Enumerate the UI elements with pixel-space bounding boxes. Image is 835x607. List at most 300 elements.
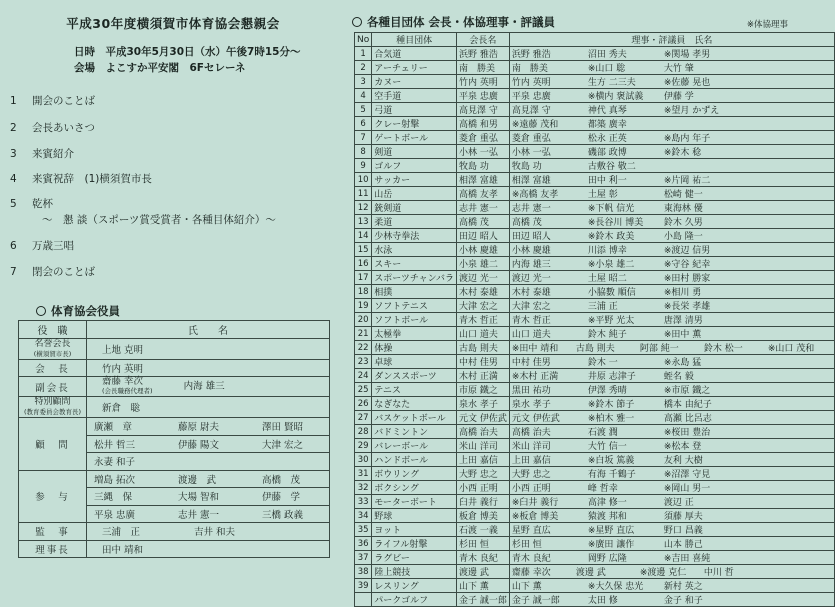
circle-bullet-icon xyxy=(352,17,362,27)
member-name: ※星野 直広 xyxy=(587,526,635,536)
association-president: 大野 忠之 xyxy=(457,467,510,481)
member-name: 杉田 恒 xyxy=(511,540,542,550)
member-name: 神代 真琴 xyxy=(587,106,627,116)
association-president: 板倉 博美 xyxy=(457,509,510,523)
association-president: 小林 一弘 xyxy=(457,145,510,159)
association-president: 古島 則夫 xyxy=(457,341,510,355)
table-header-row xyxy=(19,321,330,339)
role-sub: (横須賀市長) xyxy=(33,349,72,358)
officer-name: 松井 哲三 xyxy=(94,439,136,451)
program-text: 会長あいさつ xyxy=(32,122,95,134)
table-row xyxy=(19,359,330,377)
member-name: ※小泉 雄二 xyxy=(587,260,635,270)
member-name: 生方 二三夫 xyxy=(587,78,636,88)
association-president: 牧島 功 xyxy=(457,159,510,173)
table-row xyxy=(19,418,330,436)
associations-heading xyxy=(352,14,555,30)
member-name: ※鈴木 稔 xyxy=(663,148,702,158)
table-row xyxy=(355,173,835,187)
table-row xyxy=(355,425,835,439)
table-row xyxy=(355,285,835,299)
member-name: 青木 哲正 xyxy=(511,316,551,326)
officer-name: 上地 克明 xyxy=(102,344,144,356)
association-org: なぎなた xyxy=(372,397,457,411)
officer-names xyxy=(87,453,330,471)
member-name: ※田中 薫 xyxy=(663,330,702,340)
table-row xyxy=(355,369,835,383)
table-row xyxy=(355,453,835,467)
col-members: 理事・評議員 氏名 xyxy=(509,33,834,47)
association-president: 木村 正満 xyxy=(457,369,510,383)
member-name: 大竹 肇 xyxy=(663,64,694,74)
member-name: 高瀬 比呂志 xyxy=(663,414,712,424)
association-president: 金子 誠一郎 xyxy=(457,593,510,607)
association-no: 11 xyxy=(355,187,372,201)
member-name: ※柏木 雅一 xyxy=(587,414,635,424)
officer-name: 田中 靖和 xyxy=(102,544,144,556)
association-president: 志井 憲一 xyxy=(457,201,510,215)
association-members xyxy=(509,467,834,481)
member-name: 阿部 純一 xyxy=(639,344,679,354)
table-row xyxy=(355,579,835,593)
association-president: 高橋 治夫 xyxy=(457,425,510,439)
member-name: 磯部 政博 xyxy=(587,148,627,158)
association-president: 石渡 一義 xyxy=(457,523,510,537)
association-org: ハンドボール xyxy=(372,453,457,467)
association-members xyxy=(509,103,834,117)
association-president: 小泉 雄二 xyxy=(457,257,510,271)
association-members xyxy=(509,481,834,495)
venue-label: 会場 xyxy=(74,62,95,74)
association-members xyxy=(509,173,834,187)
association-president: 小林 慶雄 xyxy=(457,243,510,257)
officer-name: 大場 智和 xyxy=(178,492,220,504)
program-item xyxy=(10,264,95,279)
program-sub: ～ 懇 談（スポーツ賞受賞者・各種目体紹介）～ xyxy=(42,214,276,226)
association-president: 杉田 恒 xyxy=(457,537,510,551)
table-row xyxy=(19,397,330,418)
member-name: 南 勝美 xyxy=(511,64,548,74)
association-no: 19 xyxy=(355,299,372,313)
association-org: ソフトテニス xyxy=(372,299,457,313)
member-name: 小西 正明 xyxy=(511,484,551,494)
association-members xyxy=(509,523,834,537)
member-name: ※廣田 讓作 xyxy=(587,540,635,550)
officer-name: 澤田 賢昭 xyxy=(262,422,304,434)
table-row xyxy=(355,495,835,509)
association-org: サッカー xyxy=(372,173,457,187)
event-title: 平成30年度横須賀市体育協会懇親会 xyxy=(66,16,280,31)
association-no: 25 xyxy=(355,383,372,397)
officer-role xyxy=(19,397,87,418)
program-text: 来賓紹介 xyxy=(32,148,74,160)
association-members xyxy=(509,257,834,271)
officer-name: 渡邊 武 xyxy=(178,474,217,486)
association-president: 木村 泰雄 xyxy=(457,285,510,299)
table-row xyxy=(355,593,835,607)
association-no: 8 xyxy=(355,145,372,159)
officer-name: 竹内 英明 xyxy=(102,363,144,375)
member-name: 木村 泰雄 xyxy=(511,288,551,298)
association-org: 合気道 xyxy=(372,47,457,61)
association-president: 市原 鐵之 xyxy=(457,383,510,397)
right-column xyxy=(346,0,815,606)
member-name: 井原 志津子 xyxy=(587,372,636,382)
association-members xyxy=(509,425,834,439)
association-org: ラグビー xyxy=(372,551,457,565)
member-name: 峰 哲幸 xyxy=(587,484,618,494)
association-members xyxy=(509,299,834,313)
association-members xyxy=(509,131,834,145)
association-president: 中村 佳男 xyxy=(457,355,510,369)
association-members xyxy=(509,411,834,425)
member-name: 牧島 功 xyxy=(511,162,542,172)
association-org: ソフトボール xyxy=(372,313,457,327)
association-no: 15 xyxy=(355,243,372,257)
officer-name: 高橋 茂 xyxy=(262,474,301,486)
member-name: 太田 修 xyxy=(587,596,618,606)
association-president: 渡邊 武 xyxy=(457,565,510,579)
member-name: ※長栄 孝雄 xyxy=(663,302,711,312)
association-no: 7 xyxy=(355,131,372,145)
member-name: 土屋 昭二 xyxy=(587,274,627,284)
association-members xyxy=(509,341,834,355)
member-name: 米山 洋司 xyxy=(511,442,551,452)
association-no: 38 xyxy=(355,565,372,579)
association-no: 35 xyxy=(355,523,372,537)
member-name: 青木 良紀 xyxy=(511,554,551,564)
member-name: 野口 昌義 xyxy=(663,526,703,536)
member-name: 橋本 由紀子 xyxy=(663,400,712,410)
association-president: 青木 哲正 xyxy=(457,313,510,327)
association-org: 山岳 xyxy=(372,187,457,201)
table-row xyxy=(355,243,835,257)
member-name: 山口 道夫 xyxy=(511,330,551,340)
table-row xyxy=(355,383,835,397)
member-name: 鈴木 純子 xyxy=(587,330,627,340)
program-text: 閉会のことば xyxy=(32,266,95,278)
officer-names xyxy=(87,397,330,418)
officer-role: 会 長 xyxy=(19,359,87,377)
member-name: 石渡 潤 xyxy=(587,428,618,438)
member-name: ※相川 勇 xyxy=(663,288,702,298)
event-venue xyxy=(74,60,245,75)
association-no: 16 xyxy=(355,257,372,271)
director-note: ※体協理事 xyxy=(746,20,788,30)
associations-table xyxy=(354,32,835,607)
association-president: 田辺 昭人 xyxy=(457,229,510,243)
member-name: 平泉 忠廣 xyxy=(511,92,551,102)
member-name: ※鈴木 政美 xyxy=(587,232,635,242)
association-president: 高橋 友孝 xyxy=(457,187,510,201)
officer-names xyxy=(87,488,330,506)
member-name: ※田中 靖和 xyxy=(511,344,559,354)
table-row xyxy=(355,327,835,341)
association-members xyxy=(509,145,834,159)
role-sub: (教育委員会教育長) xyxy=(23,408,82,416)
table-row xyxy=(355,271,835,285)
member-name: 大竹 信一 xyxy=(587,442,627,452)
association-org: 太極拳 xyxy=(372,327,457,341)
member-name: 高見澤 守 xyxy=(511,106,551,116)
table-row xyxy=(19,523,330,541)
association-members xyxy=(509,229,834,243)
member-name: 竹内 英明 xyxy=(511,78,551,88)
left-column xyxy=(0,0,346,567)
member-name: ※永島 猛 xyxy=(663,358,702,368)
officer-names xyxy=(87,338,330,359)
program-num: 6 xyxy=(10,240,17,252)
association-org: 剣道 xyxy=(372,145,457,159)
member-name: 相澤 富雄 xyxy=(511,176,551,186)
officer-name: 三縄 保 xyxy=(94,492,133,504)
member-name: ※渡邊 克仁 xyxy=(639,568,687,578)
member-name: ※渡辺 信男 xyxy=(663,246,711,256)
officer-role: 副会長 xyxy=(19,377,87,397)
member-name: 沼田 秀夫 xyxy=(587,50,627,60)
association-no: 26 xyxy=(355,397,372,411)
event-date xyxy=(74,44,300,59)
member-name: 高橋 治夫 xyxy=(511,428,551,438)
association-org: 少林寺拳法 xyxy=(372,229,457,243)
member-name: 金子 誠一郎 xyxy=(511,596,560,606)
officer-note: (会長職務代理者) xyxy=(102,387,153,395)
association-org: 柔道 xyxy=(372,215,457,229)
association-no: 22 xyxy=(355,341,372,355)
association-org: 空手道 xyxy=(372,89,457,103)
member-name: 黒田 祐功 xyxy=(511,386,551,396)
association-president: 元文 伊佐武 xyxy=(457,411,510,425)
association-org: パークゴルフ xyxy=(372,593,457,607)
association-president: 浜野 雅浩 xyxy=(457,47,510,61)
member-name: 須藤 厚夫 xyxy=(663,512,703,522)
association-members xyxy=(509,537,834,551)
member-name: ※板倉 博美 xyxy=(511,512,559,522)
officer-names xyxy=(87,523,330,541)
association-no: 2 xyxy=(355,61,372,75)
member-name: 上田 嘉信 xyxy=(511,456,551,466)
table-row xyxy=(355,355,835,369)
member-name: 中川 哲 xyxy=(703,568,734,578)
association-members xyxy=(509,453,834,467)
association-org: 銃剣道 xyxy=(372,201,457,215)
association-no: 28 xyxy=(355,425,372,439)
member-name: 三浦 正 xyxy=(587,302,618,312)
member-name: ※桜田 豊治 xyxy=(663,428,711,438)
member-name: 伊澤 秀晴 xyxy=(587,386,627,396)
association-president: 高橋 和男 xyxy=(457,117,510,131)
association-president: 相澤 富雄 xyxy=(457,173,510,187)
association-president: 高見澤 守 xyxy=(457,103,510,117)
member-name: 鈴木 久男 xyxy=(663,218,703,228)
table-row xyxy=(355,523,835,537)
member-name: ※吉田 喜純 xyxy=(663,554,711,564)
table-row xyxy=(355,61,835,75)
association-no: 36 xyxy=(355,537,372,551)
officer-name-group xyxy=(102,377,153,396)
officer-names xyxy=(87,377,330,397)
role-text: 名誉会長 xyxy=(34,338,71,349)
association-org: バスケットボール xyxy=(372,411,457,425)
table-row xyxy=(355,145,835,159)
officer-name: 三浦 正 xyxy=(102,527,141,539)
role-text: 特別顧問 xyxy=(34,397,71,407)
member-name: 伊藤 学 xyxy=(663,92,694,102)
member-name: 小島 隆一 xyxy=(663,232,703,242)
association-members xyxy=(509,579,834,593)
col-pres: 会長名 xyxy=(457,33,510,47)
member-name: 小林 一弘 xyxy=(511,148,551,158)
member-name: 大津 宏之 xyxy=(511,302,551,312)
member-name: 鈴木 松一 xyxy=(703,344,743,354)
member-name: 松永 正英 xyxy=(587,134,627,144)
officer-names xyxy=(87,359,330,377)
member-name: 内海 雄三 xyxy=(511,260,551,270)
association-president: 南 勝美 xyxy=(457,61,510,75)
member-name: 志井 憲一 xyxy=(511,204,551,214)
association-no: 34 xyxy=(355,509,372,523)
association-president: 大津 宏之 xyxy=(457,299,510,313)
member-name: ※岡山 男一 xyxy=(663,484,711,494)
association-no: 32 xyxy=(355,481,372,495)
association-members xyxy=(509,243,834,257)
table-row xyxy=(355,131,835,145)
association-no: 17 xyxy=(355,271,372,285)
member-name: ※望月 かずえ xyxy=(663,106,720,116)
association-president: 青木 良紀 xyxy=(457,551,510,565)
association-president: 菱倉 重弘 xyxy=(457,131,510,145)
member-name: ※横内 褒試義 xyxy=(587,92,644,102)
member-name: 川添 博幸 xyxy=(587,246,627,256)
associations-heading-text: 各種目団体 会長・体協理事・評議員 xyxy=(367,15,556,29)
table-row xyxy=(355,159,835,173)
table-row xyxy=(355,565,835,579)
association-members xyxy=(509,313,834,327)
association-members xyxy=(509,383,834,397)
member-name: ※田村 勝家 xyxy=(663,274,711,284)
member-name: ※臼井 義行 xyxy=(511,498,559,508)
association-no: 14 xyxy=(355,229,372,243)
program-item xyxy=(10,196,53,211)
officer-name: 内海 雄三 xyxy=(183,381,225,392)
officers-table xyxy=(18,320,330,558)
member-name: 渡邊 武 xyxy=(575,568,606,578)
association-president: 平泉 忠廣 xyxy=(457,89,510,103)
association-no: 10 xyxy=(355,173,372,187)
officer-name: 増島 拓次 xyxy=(94,474,136,486)
program-text: 乾杯 xyxy=(32,198,53,210)
member-name: 友利 大樹 xyxy=(663,456,703,466)
program-num: 2 xyxy=(10,122,17,134)
program-num: 5 xyxy=(10,198,17,210)
col-names: 氏 名 xyxy=(87,321,330,339)
officer-role: 顧 問 xyxy=(19,418,87,471)
member-name: 泉水 孝子 xyxy=(511,400,551,410)
program-text: 来賓祝辞 (1)横須賀市長 xyxy=(32,173,152,185)
association-members xyxy=(509,201,834,215)
table-row xyxy=(355,229,835,243)
association-no: 6 xyxy=(355,117,372,131)
association-no: 27 xyxy=(355,411,372,425)
table-row xyxy=(19,377,330,397)
member-name: 山下 薫 xyxy=(511,582,542,592)
member-name: 古島 則夫 xyxy=(575,344,615,354)
member-name: 菱倉 重弘 xyxy=(511,134,551,144)
association-members xyxy=(509,215,834,229)
association-org: ヨット xyxy=(372,523,457,537)
program-item xyxy=(10,93,95,108)
association-president: 泉水 孝子 xyxy=(457,397,510,411)
member-name: ※守谷 紀幸 xyxy=(663,260,711,270)
officer-role xyxy=(19,338,87,359)
association-members xyxy=(509,369,834,383)
member-name: 大野 忠之 xyxy=(511,470,551,480)
association-org: バドミントン xyxy=(372,425,457,439)
table-row xyxy=(355,75,835,89)
association-president: 米山 洋司 xyxy=(457,439,510,453)
program-item xyxy=(10,171,152,186)
col-role: 役 職 xyxy=(19,321,87,339)
table-row xyxy=(355,117,835,131)
member-name: 都築 廣幸 xyxy=(587,120,627,130)
member-name: 猿渡 邦和 xyxy=(587,512,627,522)
member-name: 東海林 優 xyxy=(663,204,703,214)
association-no xyxy=(355,593,372,607)
table-row xyxy=(355,215,835,229)
association-no: 4 xyxy=(355,89,372,103)
member-name: 岡野 広隆 xyxy=(587,554,627,564)
date-label: 日時 xyxy=(74,46,95,58)
association-org: 卓球 xyxy=(372,355,457,369)
member-name: ※沼澤 守見 xyxy=(663,470,711,480)
association-members xyxy=(509,47,834,61)
association-org: ライフル射撃 xyxy=(372,537,457,551)
member-name: 小林 慶雄 xyxy=(511,246,551,256)
association-members xyxy=(509,271,834,285)
program-item xyxy=(10,146,74,161)
table-row xyxy=(355,341,835,355)
association-members xyxy=(509,117,834,131)
association-no: 30 xyxy=(355,453,372,467)
table-row xyxy=(355,299,835,313)
member-name: 山本 勝己 xyxy=(663,540,703,550)
program-item xyxy=(10,238,74,253)
association-org: 相撲 xyxy=(372,285,457,299)
table-row xyxy=(355,481,835,495)
association-org: 陸上競技 xyxy=(372,565,457,579)
col-no: No xyxy=(355,33,372,47)
association-no: 29 xyxy=(355,439,372,453)
member-name: 浜野 雅浩 xyxy=(511,50,551,60)
association-president: 渡辺 光一 xyxy=(457,271,510,285)
member-name: 金子 和子 xyxy=(663,596,703,606)
association-org: 体操 xyxy=(372,341,457,355)
member-name: 小脇數 順信 xyxy=(587,288,636,298)
officer-name: 大津 宏之 xyxy=(262,439,304,451)
association-members xyxy=(509,75,834,89)
association-members xyxy=(509,593,834,607)
association-president: 山口 道夫 xyxy=(457,327,510,341)
association-members xyxy=(509,89,834,103)
association-no: 39 xyxy=(355,579,372,593)
table-row xyxy=(355,411,835,425)
officer-name: 廣瀬 章 xyxy=(94,422,133,434)
table-row xyxy=(355,537,835,551)
association-president: 高橋 茂 xyxy=(457,215,510,229)
member-name: ※島内 年子 xyxy=(663,134,711,144)
association-no: 3 xyxy=(355,75,372,89)
association-no: 20 xyxy=(355,313,372,327)
